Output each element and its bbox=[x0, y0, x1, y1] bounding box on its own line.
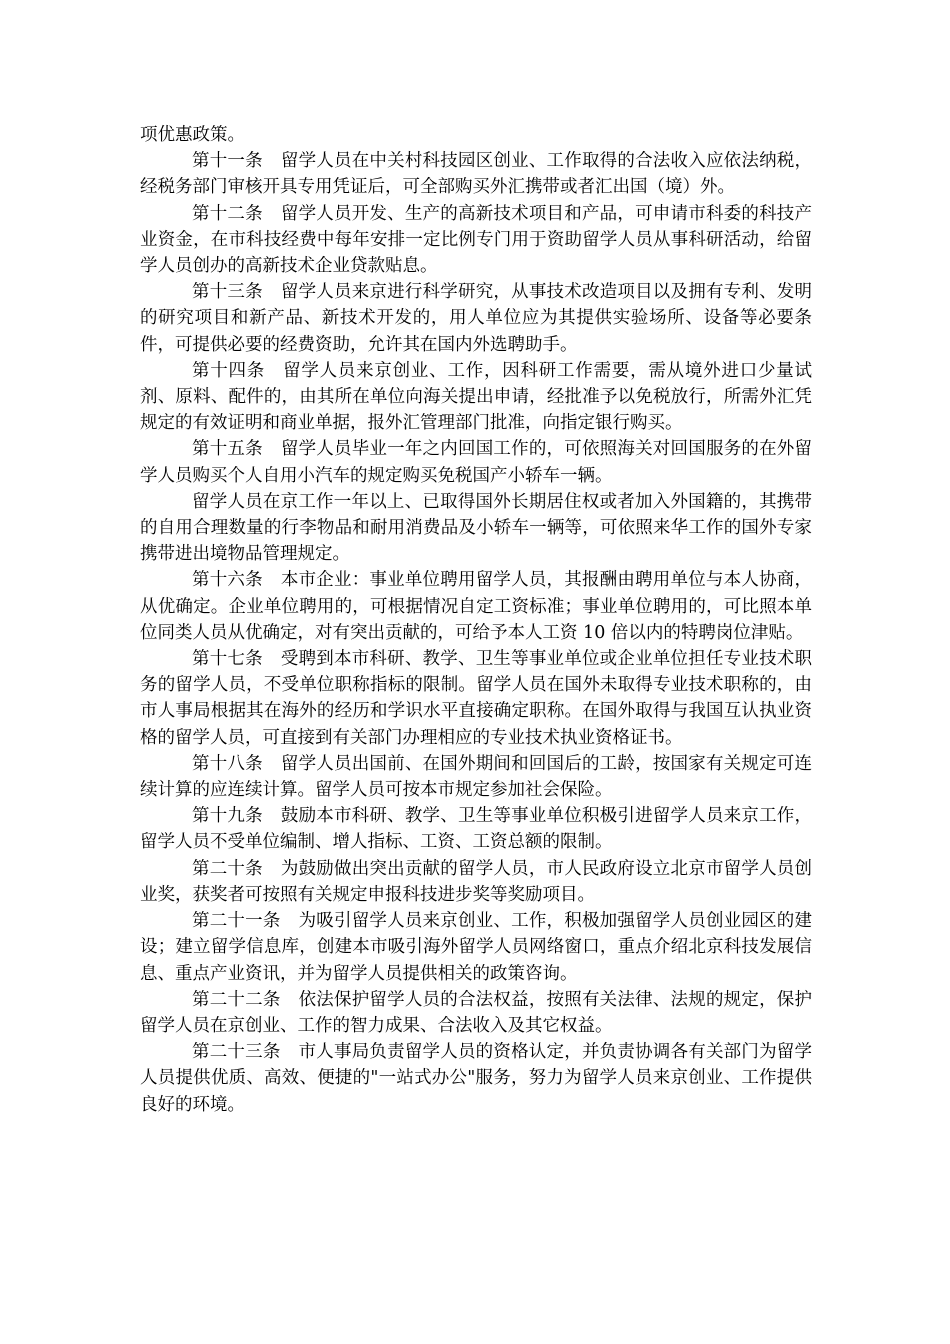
article-text: 市人事局负责留学人员的资格认定，并负责协调各有关部门为留学人员提供优质、高效、便捷的"一站式办公"服务，努力为留学人员来京创业、工作提供良好的环境。 bbox=[140, 1042, 812, 1115]
article-number: 第二十三条 bbox=[192, 1042, 281, 1063]
article-text: 留学人员在中关村科技园区创业、工作取得的合法收入应依法纳税，经税务部门审核开具专用凭证后，可全部购买外汇携带或者汇出国（境）外。 bbox=[140, 151, 813, 198]
article-22 bbox=[140, 987, 812, 1039]
article-number: 第二十条 bbox=[192, 858, 263, 879]
article-number: 第十一条 bbox=[192, 151, 263, 172]
article-text: 本市企业：事业单位聘用留学人员，其报酬由聘用单位与本人协商，从优确定。企业单位聘用的，可根据情况自定工资标准；事业单位聘用的，可比照本单位同类人员从优确定，对有突出贡献的，可给予本人工资 10 倍以内的特聘岗位津贴。 bbox=[140, 570, 813, 643]
article-number: 第十五条 bbox=[192, 439, 263, 460]
article-number: 第二十一条 bbox=[192, 911, 281, 932]
article-text: 留学人员在京工作一年以上、已取得国外长期居住权或者加入外国籍的，其携带的自用合理数量的行李物品和耐用消费品及小轿车一辆等，可依照来华工作的国外专家携带进出境物品管理规定。 bbox=[140, 491, 812, 565]
article-text: 为吸引留学人员来京创业、工作，积极加强留学人员创业园区的建设；建立留学信息库，创建本市吸引海外留学人员网络窗口，重点介绍北京科技发展信息、重点产业资讯，并为留学人员提供相关的政策咨询。 bbox=[140, 911, 812, 984]
article-19 bbox=[140, 803, 812, 855]
article-11 bbox=[140, 148, 812, 200]
article-number: 第十二条 bbox=[192, 203, 263, 224]
article-20 bbox=[140, 856, 812, 908]
article-21 bbox=[140, 908, 812, 987]
article-text: 依法保护留学人员的合法权益，按照有关法律、法规的规定，保护留学人员在京创业、工作的智力成果、合法收入及其它权益。 bbox=[140, 989, 812, 1036]
article-text: 受聘到本市科研、教学、卫生等事业单位或企业单位担任专业技术职务的留学人员，不受单位职称指标的限制。留学人员在国外未取得专业技术职称的，由市人事局根据其在海外的经历和学识水平直接确定职称。在国外取得与我国互认执业资格的留学人员，可直接到有关部门办理相应的专业技术执业资格证书。 bbox=[140, 649, 813, 748]
article-15-continued bbox=[140, 489, 812, 568]
article-number: 第十三条 bbox=[192, 282, 263, 303]
article-number: 第十九条 bbox=[192, 806, 263, 827]
article-text: 留学人员开发、生产的高新技术项目和产品，可申请市科委的科技产业资金，在市科技经费中每年安排一定比例专门用于资助留学人员从事科研活动，给留学人员创办的高新技术企业贷款贴息。 bbox=[140, 203, 813, 277]
article-number: 第十八条 bbox=[192, 753, 263, 774]
article-text: 留学人员来京进行科学研究，从事技术改造项目以及拥有专利、发明的研究项目和新产品、新技术开发的，用人单位应为其提供实验场所、设备等必要条件，可提供必要的经费资助，允许其在国内外选聘助手。 bbox=[140, 282, 813, 355]
article-16 bbox=[140, 567, 812, 646]
article-number: 第十七条 bbox=[192, 649, 263, 670]
article-18 bbox=[140, 751, 812, 803]
article-15 bbox=[140, 436, 812, 488]
article-14 bbox=[140, 358, 812, 437]
article-13 bbox=[140, 279, 812, 358]
article-text: 留学人员来京创业、工作，因科研工作需要，需从境外进口少量试剂、原料、配件的，由其所在单位向海关提出申请，经批准予以免税放行，所需外汇凭规定的有效证明和商业单据，报外汇管理部门批准，向指定银行购买。 bbox=[140, 360, 812, 434]
article-text: 留学人员毕业一年之内回国工作的，可依照海关对回国服务的在外留学人员购买个人自用小汽车的规定购买免税国产小轿车一辆。 bbox=[140, 439, 813, 486]
article-23 bbox=[140, 1039, 812, 1118]
article-12 bbox=[140, 201, 812, 280]
article-text: 为鼓励做出突出贡献的留学人员，市人民政府设立北京市留学人员创业奖，获奖者可按照有关规定申报科技进步奖等奖励项目。 bbox=[140, 858, 813, 905]
article-number: 第十六条 bbox=[192, 570, 263, 591]
intro-line: 项优惠政策。 bbox=[140, 125, 245, 145]
article-text: 留学人员出国前、在国外期间和回国后的工龄，按国家有关规定可连续计算的应连续计算。留学人员可按本市规定参加社会保险。 bbox=[140, 753, 813, 801]
article-number: 第十四条 bbox=[192, 360, 266, 381]
article-17 bbox=[140, 646, 812, 751]
article-number: 第二十二条 bbox=[192, 989, 281, 1010]
article-text: 鼓励本市科研、教学、卫生等事业单位积极引进留学人员来京工作，留学人员不受单位编制、增人指标、工资、工资总额的限制。 bbox=[140, 806, 813, 853]
document-page bbox=[140, 122, 812, 1118]
